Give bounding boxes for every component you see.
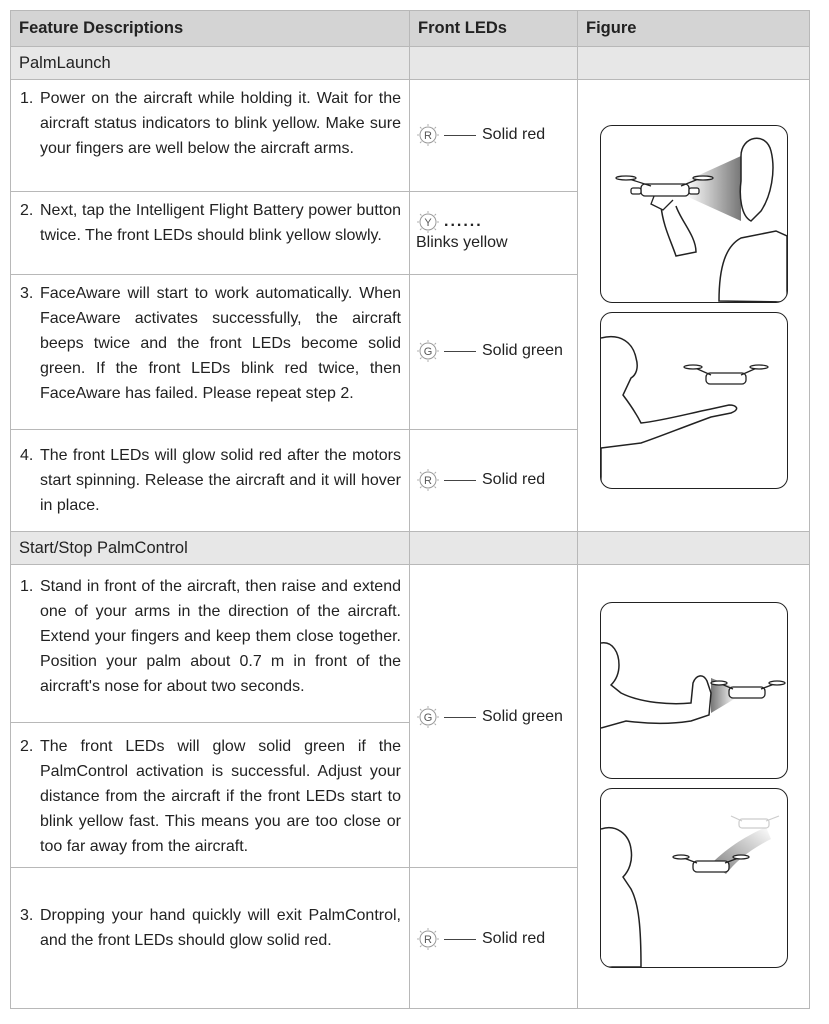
step-number: 2. bbox=[20, 202, 34, 219]
row-divider bbox=[10, 722, 409, 723]
figure-palm-hover bbox=[600, 312, 788, 489]
row-divider bbox=[10, 79, 810, 80]
step-number: 1. bbox=[20, 90, 34, 107]
led-solid-red bbox=[416, 465, 545, 495]
table-border-bottom bbox=[10, 1008, 810, 1009]
svg-text:R: R bbox=[424, 130, 432, 142]
led-label: Solid green bbox=[482, 708, 563, 725]
led-label: Solid red bbox=[482, 930, 546, 947]
step-row bbox=[10, 191, 409, 274]
figure-palm-release bbox=[600, 788, 788, 968]
step-text: The front LEDs will glow solid red after the motors start spinning. Release the aircraft and it will hover in place. bbox=[40, 447, 401, 514]
led-dots: ...... bbox=[444, 213, 483, 230]
header-features: Feature Descriptions bbox=[10, 10, 409, 46]
led-solid-green bbox=[416, 336, 563, 366]
step-number: 4. bbox=[20, 447, 34, 464]
step-number: 3. bbox=[20, 285, 34, 302]
step-row bbox=[10, 79, 409, 191]
step-text: Stand in front of the aircraft, then raise and extend one of your arms in the direction of the aircraft. Extend your fingers and keep them close together. Position your palm about 0.7 m in front of the aircraft's nose for about two seconds. bbox=[40, 578, 401, 695]
section-palmlaunch: PalmLaunch bbox=[10, 46, 810, 79]
svg-text:R: R bbox=[424, 934, 432, 946]
header-figure: Figure bbox=[577, 10, 810, 46]
step-text: Power on the aircraft while holding it. Wait for the aircraft status indicators to blink yellow. Make sure your fingers are well below the aircraft arms. bbox=[40, 90, 401, 157]
table-border-top bbox=[10, 10, 810, 11]
led-line bbox=[444, 939, 476, 940]
header-leds: Front LEDs bbox=[409, 10, 577, 46]
figure-palm-hold bbox=[600, 125, 788, 303]
step-row bbox=[10, 564, 409, 722]
step-row bbox=[10, 429, 409, 531]
row-divider bbox=[10, 46, 810, 47]
section-palmcontrol: Start/Stop PalmControl bbox=[10, 531, 810, 564]
led-y-icon bbox=[416, 210, 440, 234]
row-divider bbox=[10, 564, 810, 565]
svg-text:G: G bbox=[423, 346, 433, 358]
svg-text:Y: Y bbox=[424, 217, 432, 229]
step-number: 2. bbox=[20, 738, 34, 755]
led-g-icon bbox=[416, 339, 440, 363]
table-border-right bbox=[809, 10, 810, 1009]
led-solid-red bbox=[416, 924, 545, 954]
led-line bbox=[444, 351, 476, 352]
step-number: 1. bbox=[20, 578, 34, 595]
step-text: The front LEDs will glow solid green if the PalmControl activation is successful. Adjust your distance from the aircraft if the front LEDs start to blink yellow fast. This means you are too close or too far away from the aircraft. bbox=[40, 738, 401, 855]
led-label: Solid red bbox=[482, 471, 546, 488]
step-row bbox=[10, 722, 409, 867]
step-text: Dropping your hand quickly will exit PalmControl, and the front LEDs should glow solid red. bbox=[40, 907, 401, 949]
led-g-icon bbox=[416, 705, 440, 729]
led-r-icon bbox=[416, 468, 440, 492]
feature-table bbox=[10, 10, 810, 1009]
led-solid-green bbox=[416, 702, 563, 732]
svg-text:R: R bbox=[424, 475, 432, 487]
figure-palm-control bbox=[600, 602, 788, 779]
led-line bbox=[444, 717, 476, 718]
step-text: Next, tap the Intelligent Flight Battery power button twice. The front LEDs should blink yellow slowly. bbox=[40, 202, 401, 244]
row-divider bbox=[10, 867, 577, 868]
column-divider bbox=[577, 10, 578, 1009]
column-divider bbox=[409, 10, 410, 1009]
step-number: 3. bbox=[20, 907, 34, 924]
led-solid-red bbox=[416, 120, 545, 150]
svg-text:G: G bbox=[423, 712, 433, 724]
row-divider bbox=[10, 531, 810, 532]
led-blinks-yellow bbox=[416, 210, 508, 252]
led-label: Solid green bbox=[482, 342, 563, 359]
led-r-icon bbox=[416, 927, 440, 951]
row-divider bbox=[10, 429, 577, 430]
step-row bbox=[10, 274, 409, 429]
step-row bbox=[10, 867, 409, 1009]
led-line bbox=[444, 135, 476, 136]
step-text: FaceAware will start to work automatically. When FaceAware activates successfully, the aircraft beeps twice and the front LEDs become solid green. If the front LEDs blink red twice, then FaceAware has failed. Please repeat step 2. bbox=[40, 285, 401, 402]
row-divider bbox=[10, 191, 577, 192]
table-border-left bbox=[10, 10, 11, 1009]
led-label: Blinks yellow bbox=[416, 234, 508, 251]
led-r-icon bbox=[416, 123, 440, 147]
led-line bbox=[444, 480, 476, 481]
row-divider bbox=[10, 274, 577, 275]
led-label: Solid red bbox=[482, 126, 546, 143]
